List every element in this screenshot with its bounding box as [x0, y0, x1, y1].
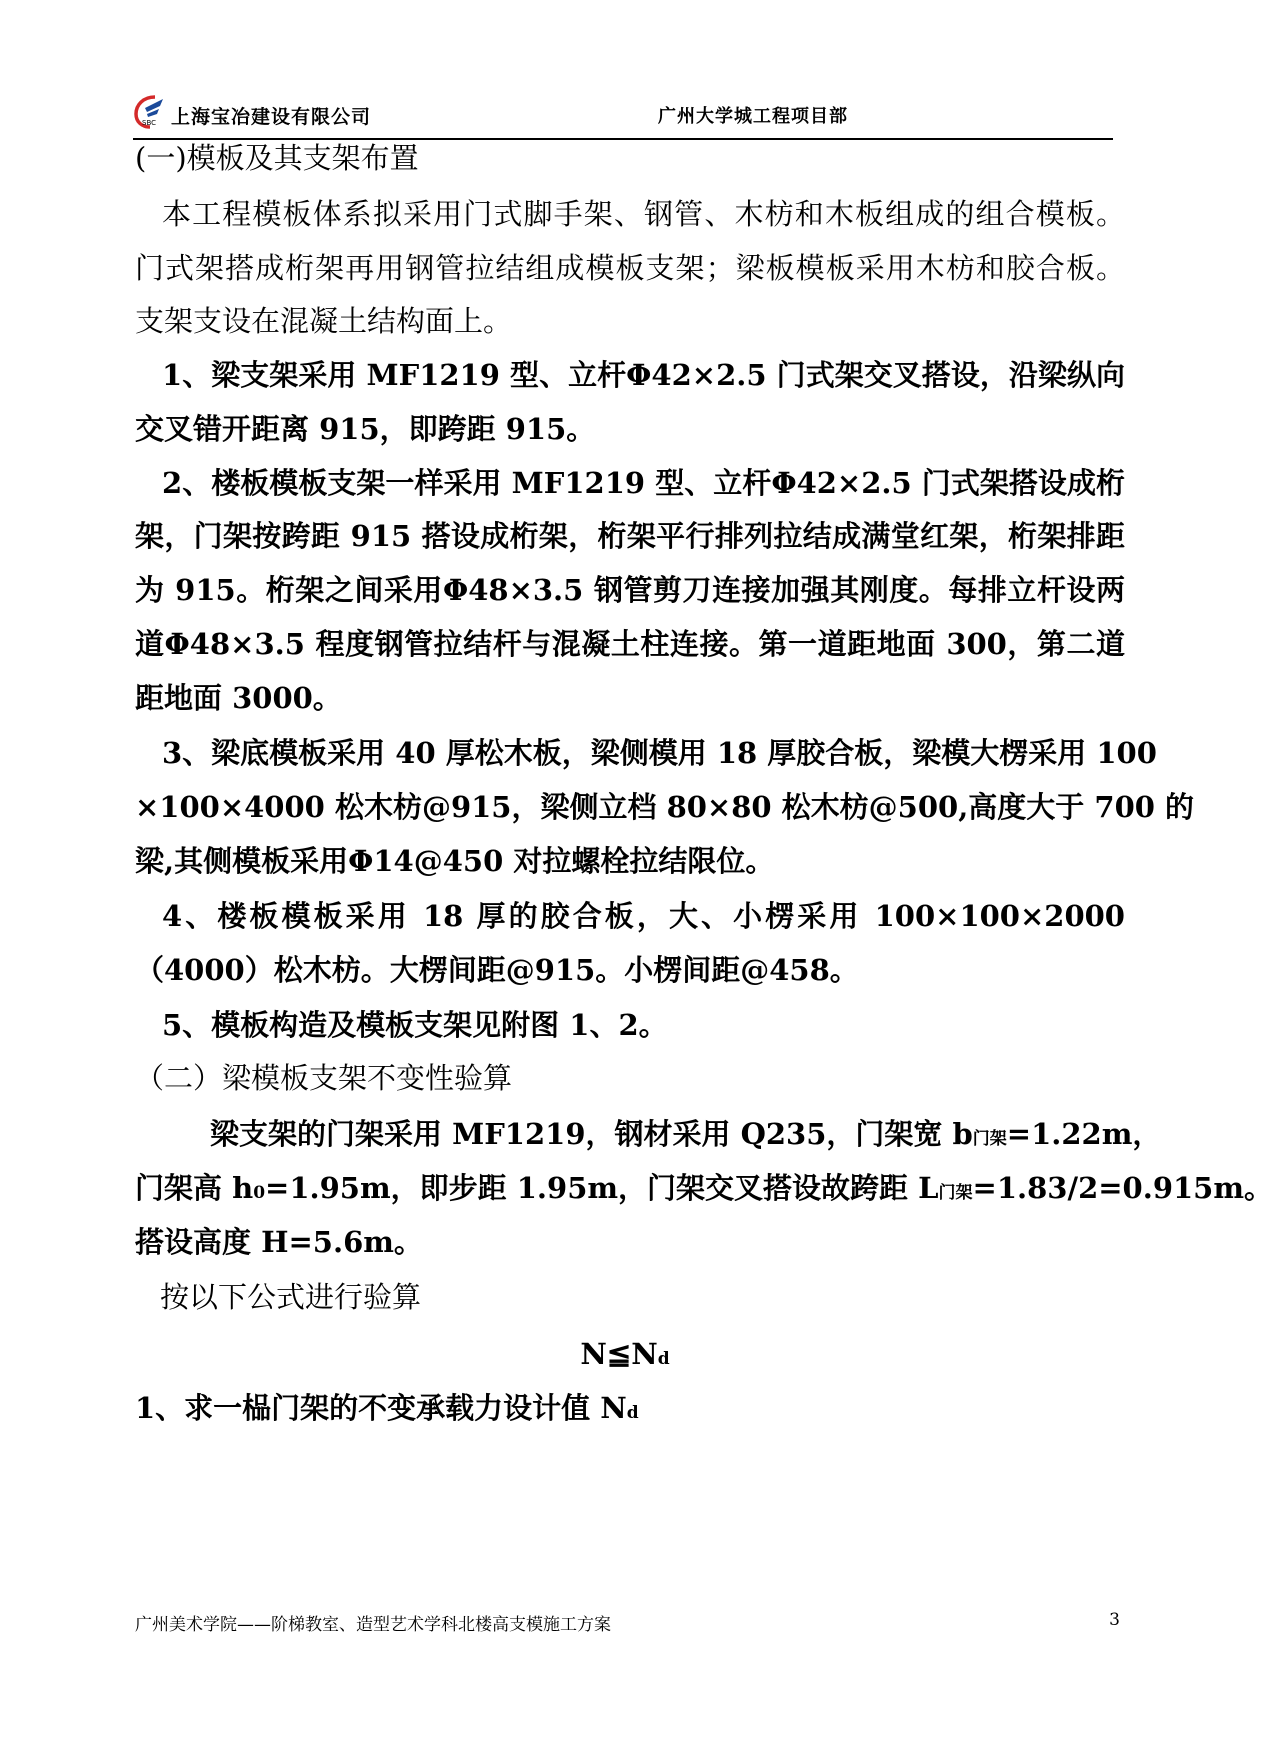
list-item-3-cont: 梁,其侧模板采用Φ14@450 对拉螺栓拉结限位。	[135, 844, 775, 878]
list-item-4: 4、楼板模板采用 18 厚的胶合板，大、小楞采用 100×100×2000	[162, 899, 1125, 933]
page-number: 3	[1109, 1610, 1120, 1630]
list-item-2-cont: 道Φ48×3.5 程度钢管拉结杆与混凝土柱连接。第一道距地面 300，第二道	[135, 627, 1125, 661]
list-item-2-cont: 架，门架按跨距 915 搭设成桁架，桁架平行排列拉结成满堂红架，桁架排距	[135, 519, 1125, 553]
svg-text:SBC: SBC	[142, 119, 157, 127]
paragraph-line: 本工程模板体系拟采用门式脚手架、钢管、木枋和木板组成的组合模板。	[162, 197, 1125, 231]
paragraph-line: 按以下公式进行验算	[160, 1280, 422, 1314]
company-name: 上海宝冶建设有限公司	[171, 106, 372, 128]
list-item-1: 1、梁支架采用 MF1219 型、立杆Φ42×2.5 门式架交叉搭设，沿梁纵向	[162, 358, 1125, 392]
paragraph-line: 门式架搭成桁架再用钢管拉结组成模板支架；梁板模板采用木枋和胶合板。	[135, 251, 1125, 285]
project-name: 广州大学城工程项目部	[658, 106, 848, 127]
list-item-3-cont: ×100×4000 松木枋@915，梁侧立档 80×80 松木枋@500,高度大于 700 的	[135, 790, 1195, 824]
section-heading-3: 1、求一榀门架的不变承载力设计值 Nd	[135, 1391, 639, 1425]
list-item-2-cont: 为 915。桁架之间采用Φ48×3.5 钢管剪刀连接加强其刚度。每排立杆设两	[135, 573, 1125, 607]
paragraph-line: 梁支架的门架采用 MF1219，钢材采用 Q235，门架宽 b门架=1.22m，	[210, 1117, 1162, 1151]
list-item-2-cont: 距地面 3000。	[135, 681, 342, 715]
list-item-3: 3、梁底模板采用 40 厚松木板，梁侧模用 18 厚胶合板，梁模大楞采用 100	[162, 736, 1157, 770]
paragraph-line: 搭设高度 H=5.6m。	[135, 1225, 423, 1259]
company-logo-icon	[133, 94, 169, 130]
paragraph-line: 门架高 h0=1.95m，即步距 1.95m，门架交叉搭设故跨距 L门架=1.83/2=0.915m。	[135, 1171, 1273, 1205]
list-item-5: 5、模板构造及模板支架见附图 1、2。	[162, 1008, 668, 1042]
paragraph-line: 支架支设在混凝土结构面上。	[135, 304, 513, 338]
list-item-4-cont: （4000）松木枋。大楞间距@915。小楞间距@458。	[135, 953, 859, 987]
footer-title: 广州美术学院——阶梯教室、造型艺术学科北楼高支模施工方案	[135, 1615, 611, 1635]
page-footer	[135, 1610, 1120, 1635]
page-header	[133, 92, 1113, 140]
section-heading-2: （二）梁模板支架不变性验算	[135, 1061, 513, 1095]
list-item-1-cont: 交叉错开距离 915，即跨距 915。	[135, 412, 596, 446]
formula: N≦Nd	[580, 1337, 670, 1371]
list-item-2: 2、楼板模板支架一样采用 MF1219 型、立杆Φ42×2.5 门式架搭设成桁	[162, 466, 1125, 500]
section-heading-1: (一)模板及其支架布置	[135, 141, 419, 175]
